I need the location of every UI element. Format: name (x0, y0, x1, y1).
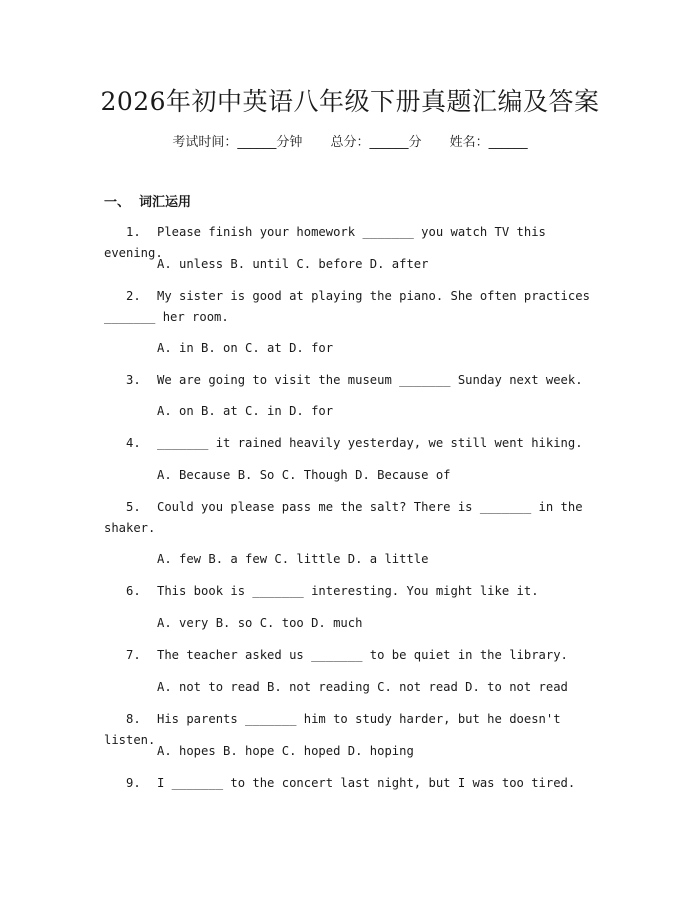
question-2 (104, 286, 594, 328)
exam-time: 考试时间：______分钟 (172, 135, 303, 150)
student-name: 姓名：______ (449, 135, 528, 150)
question-4-options: A. Because B. So C. Though D. Because of (157, 468, 451, 482)
question-number: 9. (126, 776, 141, 790)
question-3 (104, 370, 594, 391)
question-number: 7. (126, 648, 141, 662)
question-text: Please finish your homework _______ you watch TV this evening. (104, 225, 546, 260)
question-text: The teacher asked us _______ to be quiet in the library. (157, 648, 568, 662)
question-8-options: A. hopes B. hope C. hoped D. hoping (157, 744, 414, 758)
question-text: Could you please pass me the salt? There is _______ in the shaker. (104, 500, 583, 535)
question-text: This book is _______ interesting. You might like it. (157, 584, 539, 598)
question-number: 2. (126, 289, 141, 303)
question-number: 1. (126, 225, 141, 239)
question-6-options: A. very B. so C. too D. much (157, 616, 363, 630)
page-title: 2026年初中英语八年级下册真题汇编及答案 (100, 87, 600, 116)
question-text: We are going to visit the museum _______ Sunday next week. (157, 373, 583, 387)
question-6 (104, 581, 594, 602)
question-5 (104, 497, 594, 539)
section-heading: 一、 词汇运用 (104, 195, 192, 210)
question-text: I _______ to the concert last night, but I was too tired. (157, 776, 576, 790)
question-7-options: A. not to read B. not reading C. not read D. to not read (157, 680, 568, 694)
exam-info (0, 131, 700, 150)
exam-score: 总分：______分 (330, 135, 422, 150)
question-2-options: A. in B. on C. at D. for (157, 341, 334, 355)
question-text: _______ it rained heavily yesterday, we still went hiking. (157, 436, 583, 450)
question-7 (104, 645, 594, 666)
question-text: My sister is good at playing the piano. She often practices _______ her room. (104, 289, 590, 324)
question-text: His parents _______ him to study harder, but he doesn't listen. (104, 712, 561, 747)
question-4 (104, 433, 594, 454)
question-5-options: A. few B. a few C. little D. a little (157, 552, 429, 566)
question-1-options: A. unless B. until C. before D. after (157, 257, 429, 271)
question-number: 3. (126, 373, 141, 387)
question-number: 4. (126, 436, 141, 450)
question-number: 5. (126, 500, 141, 514)
question-9 (104, 773, 594, 794)
question-3-options: A. on B. at C. in D. for (157, 404, 334, 418)
question-number: 6. (126, 584, 141, 598)
question-number: 8. (126, 712, 141, 726)
